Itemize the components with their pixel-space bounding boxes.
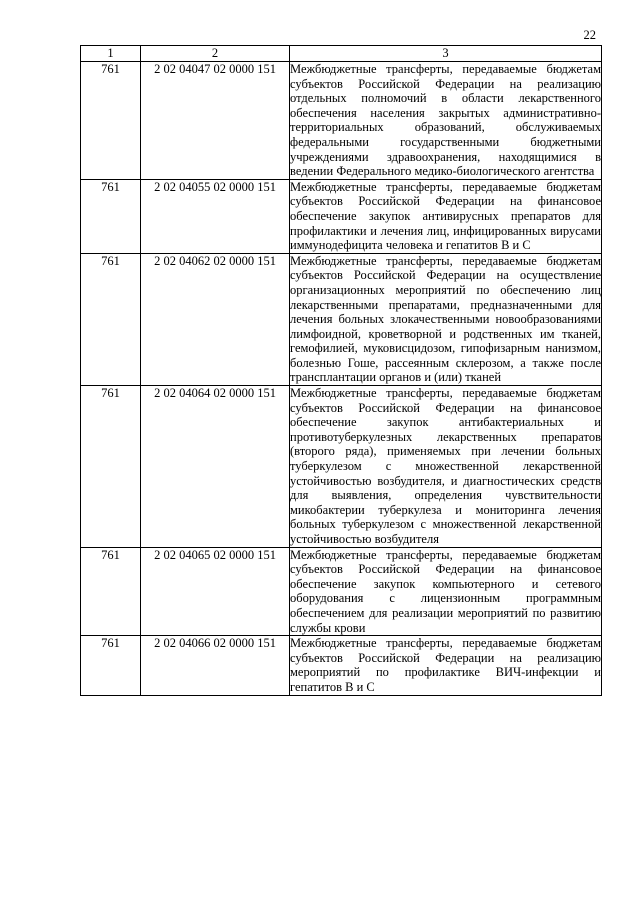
table-row — [81, 62, 602, 180]
table-row — [81, 179, 602, 253]
table-row — [81, 386, 602, 548]
table-row — [81, 547, 602, 636]
column-header-1: 1 — [81, 46, 141, 62]
budget-code-cell: 2 02 04064 02 0000 151 — [141, 386, 290, 548]
admin-code-cell: 761 — [81, 636, 141, 695]
column-header-2: 2 — [141, 46, 290, 62]
admin-code-cell: 761 — [81, 547, 141, 636]
income-name-cell: Межбюджетные трансферты, передаваемые бюджетам субъектов Российской Федерации на реализацию мероприятий по профилактике ВИЧ-инфекции и гепатитов B и C — [290, 636, 601, 694]
budget-code-cell: 2 02 04055 02 0000 151 — [141, 179, 290, 253]
admin-code-cell: 761 — [81, 179, 141, 253]
budget-classification-table — [80, 45, 602, 696]
income-name-cell: Межбюджетные трансферты, передаваемые бюджетам субъектов Российской Федерации на финансовое обеспечение закупок антивирусных препаратов для профилактики и лечения лиц, инфицированных вирусами иммунодефицита человека и гепатитов B и C — [290, 179, 601, 253]
income-name-cell: Межбюджетные трансферты, передаваемые бюджетам субъектов Российской Федерации на осуществление организационных мероприятий по обеспечению лиц лекарственными препаратами, предназначенными для лечения больных злокачественными новообразованиями лимфоидной, кроветворной и родственных им тканей, гемофилией, муковисцидозом, гипофизарным нанизмом, болезнью Гоше, рассеянным склерозом, а также после трансплантации органов и (или) тканей — [290, 253, 601, 385]
budget-code-cell: 2 02 04066 02 0000 151 — [141, 636, 290, 695]
income-name-cell: Межбюджетные трансферты, передаваемые бюджетам субъектов Российской Федерации на реализацию отдельных полномочий в области лекарственного обеспечения населения закрытых административно-территориальных образований, обслуживаемых федеральными государственными бюджетными учреждениями здравоохранения, находящимися в ведении Федерального медико-биологического агентства — [290, 62, 601, 179]
budget-code-cell: 2 02 04065 02 0000 151 — [141, 547, 290, 636]
column-header-3: 3 — [290, 46, 602, 62]
admin-code-cell: 761 — [81, 386, 141, 548]
budget-code-cell: 2 02 04062 02 0000 151 — [141, 253, 290, 385]
page-number: 22 — [583, 28, 596, 42]
admin-code-cell: 761 — [81, 253, 141, 385]
table-row — [81, 636, 602, 695]
admin-code-cell: 761 — [81, 62, 141, 180]
budget-code-cell: 2 02 04047 02 0000 151 — [141, 62, 290, 180]
table-row — [81, 253, 602, 385]
income-name-cell: Межбюджетные трансферты, передаваемые бюджетам субъектов Российской Федерации на финансовое обеспечение закупок антибактериальных и противотуберкулезных лекарственных препаратов (второго ряда), применяемых при лечении больных туберкулезом с множественной лекарственной устойчивостью возбудителя, и диагностических средств для выявления, определения чувствительности микобактерии туберкулеза и мониторинга лечения больных туберкулезом с множественной лекарственной устойчивостью возбудителя — [290, 386, 601, 546]
header-row — [81, 46, 602, 62]
income-name-cell: Межбюджетные трансферты, передаваемые бюджетам субъектов Российской Федерации на финансовое обеспечение закупок компьютерного и сетевого оборудования с лицензионным программным обеспечением для реализации мероприятий по развитию службы крови — [290, 547, 601, 635]
